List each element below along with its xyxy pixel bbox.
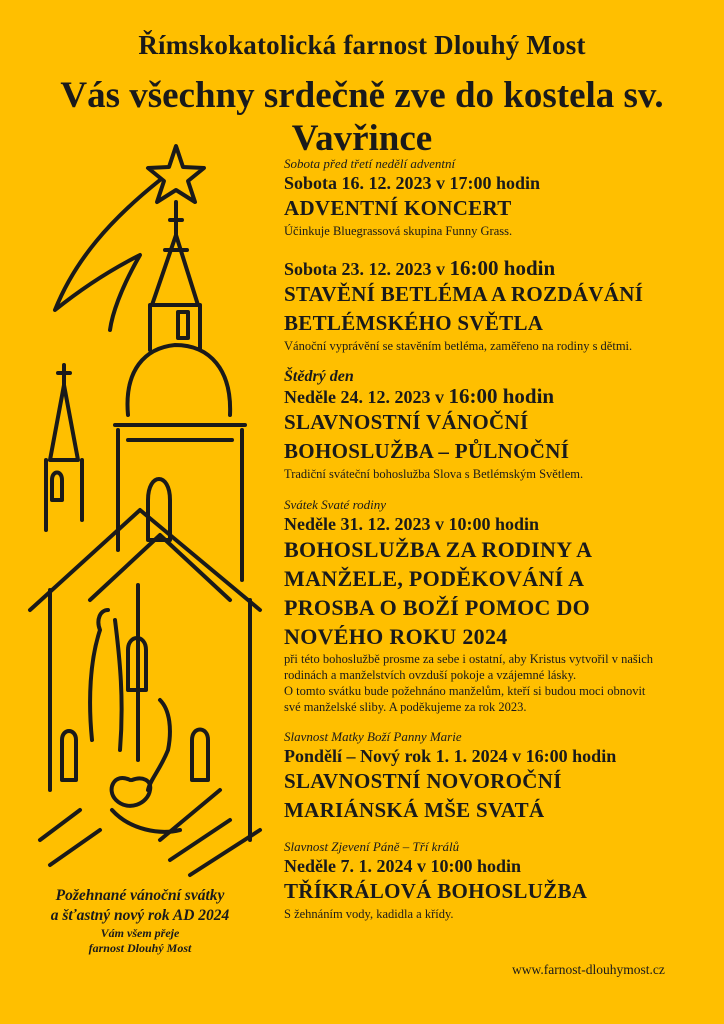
event-title-line: MARIÁNSKÁ MŠE SVATÁ bbox=[284, 798, 545, 822]
event-title-line: SLAVNOSTNÍ VÁNOČNÍ bbox=[284, 410, 529, 434]
event-title-line: BOHOSLUŽBA – PŮLNOČNÍ bbox=[284, 439, 570, 463]
greeting-line: Vám všem přeje bbox=[100, 926, 180, 940]
event-new-year-mass bbox=[284, 729, 714, 825]
event-description-line: O tomto svátku bude požehnáno manželům, kteří si budou moci obnovit bbox=[284, 684, 646, 698]
event-title: TŘÍKRÁLOVÁ BOHOSLUŽBA bbox=[284, 879, 588, 903]
event-intro: Sobota před třetí nedělí adventní bbox=[284, 156, 456, 171]
events-list bbox=[284, 156, 714, 922]
event-intro: Slavnost Matky Boží Panny Marie bbox=[284, 729, 462, 744]
greeting bbox=[18, 886, 262, 956]
event-title-line: NOVÉHO ROKU 2024 bbox=[284, 624, 508, 649]
event-intro: Slavnost Zjevení Páně – Tří králů bbox=[284, 839, 460, 854]
event-description: Vánoční vyprávění se stavěním betléma, zaměřeno na rodiny s dětmi. bbox=[284, 339, 633, 353]
greeting-line: Požehnané vánoční svátky bbox=[55, 887, 225, 904]
event-date: Neděle 7. 1. 2024 v 10:00 hodin bbox=[284, 856, 522, 876]
invitation-headline: Vás všechny srdečně zve do kostela sv. Vavřince bbox=[60, 75, 664, 159]
event-nativity-scene bbox=[284, 257, 714, 354]
star-icon bbox=[148, 146, 204, 202]
event-description: S žehnáním vody, kadidla a křídy. bbox=[284, 907, 454, 921]
event-title-line: BETLÉMSKÉHO SVĚTLA bbox=[284, 311, 544, 335]
event-title: ADVENTNÍ KONCERT bbox=[284, 196, 512, 220]
event-intro: Štědrý den bbox=[284, 368, 354, 385]
event-title-line: STAVĚNÍ BETLÉMA A ROZDÁVÁNÍ bbox=[284, 282, 644, 306]
event-intro: Svátek Svaté rodiny bbox=[284, 497, 387, 512]
event-title-line: PROSBA O BOŽÍ POMOC DO bbox=[284, 595, 591, 620]
church-drawing bbox=[20, 140, 270, 880]
event-description-line: při této bohoslužbě prosme za sebe i ostatní, aby Kristus vytvořil v našich bbox=[284, 652, 654, 666]
event-christmas-eve bbox=[284, 369, 714, 482]
event-holy-family bbox=[284, 497, 714, 715]
event-date: Pondělí – Nový rok 1. 1. 2024 v 16:00 hodin bbox=[284, 746, 617, 766]
event-advent-concert bbox=[284, 156, 714, 239]
website-link[interactable]: www.farnost-dlouhymost.cz bbox=[512, 962, 665, 977]
event-date: Neděle 31. 12. 2023 v 10:00 hodin bbox=[284, 514, 540, 534]
event-date: Sobota 23. 12. 2023 v 16:00 hodin bbox=[284, 256, 556, 280]
greeting-line: farnost Dlouhý Most bbox=[88, 941, 192, 955]
parish-name: Římskokatolická farnost Dlouhý Most bbox=[138, 30, 586, 60]
event-date: Neděle 24. 12. 2023 v 16:00 hodin bbox=[284, 384, 555, 408]
event-description-line: rodinách a manželstvích ovzduší pokoje a vzájemné lásky. bbox=[284, 668, 577, 682]
event-description: Účinkuje Bluegrassová skupina Funny Grass. bbox=[284, 224, 513, 238]
event-title-line: SLAVNOSTNÍ NOVOROČNÍ bbox=[284, 769, 562, 793]
greeting-line: a šťastný nový rok AD 2024 bbox=[50, 907, 230, 924]
event-description: Tradiční sváteční bohoslužba Slova s Betlémským Světlem. bbox=[284, 467, 584, 481]
event-epiphany bbox=[284, 839, 714, 922]
event-description-line: své manželské sliby. A poděkujeme za rok 2023. bbox=[284, 700, 527, 714]
event-title-line: BOHOSLUŽBA ZA RODINY A bbox=[284, 537, 593, 562]
event-title-line: MANŽELE, PODĚKOVÁNÍ A bbox=[284, 566, 585, 591]
event-date: Sobota 16. 12. 2023 v 17:00 hodin bbox=[284, 173, 541, 193]
